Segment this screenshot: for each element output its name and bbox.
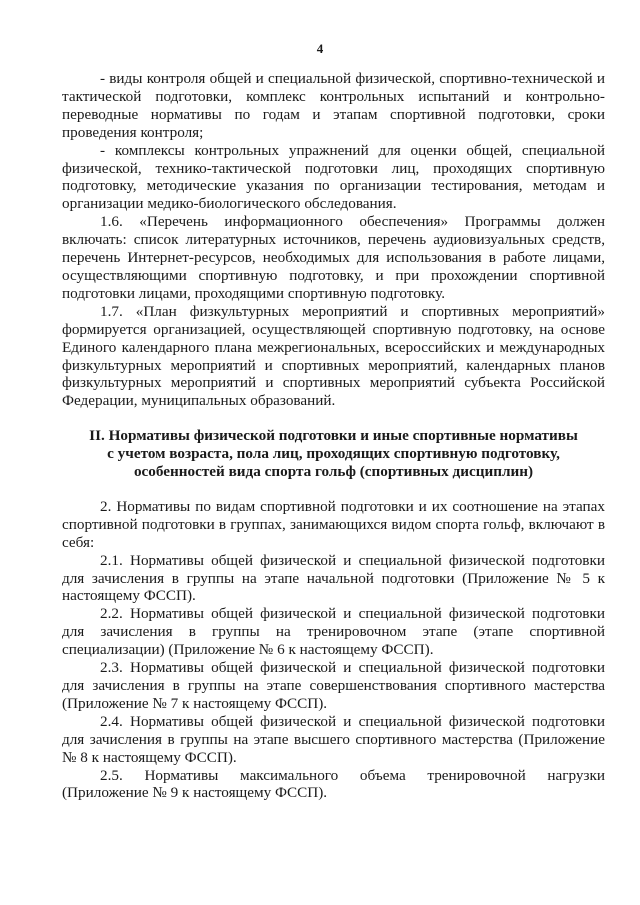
section-heading [62, 427, 605, 481]
paragraph-2-5: 2.5. Нормативы максимального объема тренировочной нагрузки (Приложение № 9 к настоящему ФССП). [62, 766, 605, 802]
paragraph-control-exercises: - комплексы контрольных упражнений для оценки общей, специальной физической, технико-тактической подготовки лиц, проходящих спортивную подготовку, методические указания по организации тестирования, методам и организации медико-биологического обследования. [62, 141, 605, 213]
paragraph-2-1: 2.1. Нормативы общей физической и специальной физической подготовки для зачисления в группы на этапе начальной подготовки (Приложение № 5 к настоящему ФССП). [62, 551, 605, 605]
section-heading-line-1: II. Нормативы физической подготовки и иные спортивные нормативы [89, 427, 578, 445]
paragraph-1-7: 1.7. «План физкультурных мероприятий и спортивных мероприятий» формируется организацией, осуществляющей спортивную подготовку, на основе Единого календарного плана межрегиональных, всероссийских и международных физкультурных мероприятий и спортивных мероприятий, календарных планов физкультурных мероприятий и спортивных мероприятий субъекта Российской Федерации, муниципальных образований. [62, 302, 605, 410]
paragraph-2-2: 2.2. Нормативы общей физической и специальной физической подготовки для зачисления в группы на тренировочном этапе (этапе спортивной специализации) (Приложение № 6 к настоящему ФССП). [62, 605, 605, 659]
document-body [62, 70, 605, 802]
section-heading-line-2: с учетом возраста, пола лиц, проходящих спортивную подготовку, [107, 445, 560, 463]
paragraph-1-6: 1.6. «Перечень информационного обеспечения» Программы должен включать: список литературных источников, перечень аудиовизуальных средств, перечень Интернет-ресурсов, необходимых для использования в работе лицами, осуществляющими спортивную подготовку, и при прохождении спортивной подготовки лицами, проходящими спортивную подготовку. [62, 213, 605, 302]
section-heading-line-3: особенностей вида спорта гольф (спортивных дисциплин) [133, 463, 534, 481]
paragraph-control-types: - виды контроля общей и специальной физической, спортивно-технической и тактической подготовки, комплекс контрольных испытаний и контрольно-переводные нормативы по годам и этапам спортивной подготовки, сроки проведения контроля; [62, 70, 605, 141]
page-number: 4 [316, 41, 324, 56]
spacer [62, 481, 605, 498]
paragraph-2-3: 2.3. Нормативы общей физической и специальной физической подготовки для зачисления в группы на этапе совершенствования спортивного мастерства (Приложение № 7 к настоящему ФССП). [62, 659, 605, 712]
paragraph-2-4: 2.4. Нормативы общей физической и специальной физической подготовки для зачисления в группы на этапе высшего спортивного мастерства (Приложение № 8 к настоящему ФССП). [62, 712, 605, 766]
spacer [62, 410, 605, 427]
paragraph-2: 2. Нормативы по видам спортивной подготовки и их соотношение на этапах спортивной подготовки в группах, занимающихся видом спорта гольф, включают в себя: [62, 497, 605, 551]
